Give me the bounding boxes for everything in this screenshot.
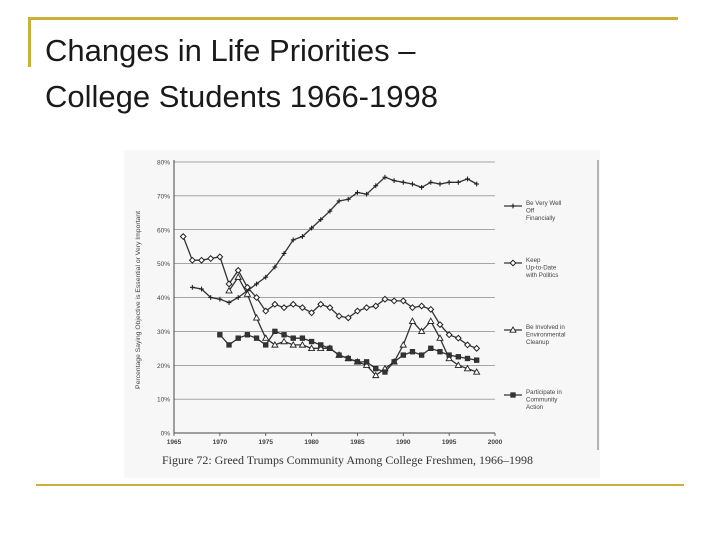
- legend-label-line: with Politics: [526, 271, 559, 279]
- data-point: [227, 343, 232, 348]
- legend-label: [526, 324, 566, 346]
- data-point: [309, 339, 314, 344]
- data-point: [190, 257, 196, 263]
- legend-label-line: Participate in: [526, 389, 562, 396]
- y-tick-labels: [157, 160, 170, 438]
- legend-label-line: Be Involved in: [526, 324, 565, 331]
- x-tick-label: 1985: [350, 439, 365, 446]
- data-point: [190, 285, 195, 290]
- y-tick-label: 70%: [156, 193, 170, 201]
- data-point: [401, 353, 406, 358]
- y-tick-label: 20%: [156, 362, 170, 370]
- line-chart: [124, 150, 600, 450]
- x-tick-label: 1980: [304, 439, 319, 446]
- x-tick-label: 1995: [441, 439, 457, 446]
- data-point: [364, 359, 369, 364]
- legend-label-line: Action: [526, 403, 544, 411]
- data-point: [510, 260, 516, 266]
- data-point: [318, 343, 323, 348]
- footer-accent-rule: [36, 484, 684, 486]
- data-point: [511, 204, 516, 209]
- y-tick-label: 30%: [156, 328, 170, 336]
- data-point: [245, 332, 250, 337]
- data-point: [373, 366, 378, 371]
- x-tick-labels: [167, 439, 503, 446]
- data-point: [465, 177, 470, 182]
- legend-entry: [504, 324, 566, 346]
- slide-title: [45, 28, 685, 120]
- data-point: [392, 178, 397, 183]
- data-point: [300, 336, 305, 341]
- data-point: [199, 257, 205, 263]
- data-point: [282, 332, 287, 337]
- data-point: [391, 298, 397, 304]
- data-point: [437, 335, 443, 340]
- data-point: [419, 303, 425, 309]
- data-point: [254, 315, 260, 320]
- data-point: [281, 339, 287, 344]
- data-point: [392, 359, 397, 364]
- y-tick-label: 80%: [156, 159, 170, 167]
- data-point: [400, 342, 406, 347]
- data-point: [456, 354, 461, 359]
- data-point: [290, 301, 296, 307]
- legend-label-line: Cleanup: [526, 338, 550, 346]
- data-point: [254, 336, 259, 341]
- data-point: [409, 318, 415, 323]
- data-point: [300, 305, 306, 311]
- y-tick-label: 0%: [160, 430, 170, 438]
- data-point: [401, 180, 406, 185]
- x-tick-label: 1990: [396, 439, 411, 446]
- data-point: [511, 393, 516, 398]
- chart-grid: [174, 162, 495, 399]
- y-axis-label: Percentage Saying Objective is Essential or Very Important: [135, 211, 142, 389]
- y-tick-label: 50%: [156, 261, 170, 269]
- legend-label: [526, 389, 562, 411]
- data-point: [364, 305, 370, 311]
- data-point: [465, 356, 470, 361]
- legend-label-line: Be Very Well: [526, 200, 562, 207]
- chart-series: [180, 175, 479, 378]
- y-tick-label: 60%: [156, 227, 170, 235]
- data-point: [428, 318, 434, 323]
- data-point: [438, 182, 443, 187]
- data-point: [410, 182, 415, 187]
- data-point: [328, 346, 333, 351]
- data-point: [438, 349, 443, 354]
- legend-label-line: Community: [526, 396, 558, 404]
- data-point: [428, 180, 433, 185]
- legend-label-line: Financially: [526, 214, 556, 222]
- x-tick-label: 1975: [258, 439, 273, 446]
- slide-title-line-1: Changes in Life Priorities –: [45, 33, 416, 68]
- legend-label-line: Up-to-Date: [526, 264, 557, 272]
- data-point: [263, 343, 268, 348]
- data-point: [474, 358, 479, 363]
- y-tick-label: 40%: [156, 295, 170, 302]
- data-point: [227, 300, 232, 305]
- y-tick-label: 10%: [156, 396, 170, 404]
- legend-entry: [504, 200, 561, 222]
- data-point: [474, 346, 480, 352]
- data-point: [447, 353, 452, 358]
- data-point: [419, 353, 424, 358]
- data-point: [337, 353, 342, 358]
- data-point: [208, 256, 214, 262]
- data-point: [236, 336, 241, 341]
- legend-label-line: Keep: [526, 257, 541, 264]
- data-point: [272, 329, 277, 334]
- x-tick-label: 1965: [166, 439, 182, 446]
- data-point: [263, 335, 269, 340]
- legend-label-line: Off: [526, 207, 535, 215]
- x-tick-label: 2000: [487, 439, 503, 446]
- x-tick-label: 1970: [212, 439, 228, 446]
- data-point: [217, 254, 223, 260]
- data-point: [355, 359, 360, 364]
- data-point: [217, 332, 222, 337]
- legend-entry: [504, 257, 558, 279]
- title-accent-rule-left: [28, 17, 31, 67]
- data-point: [383, 370, 388, 375]
- figure-caption: Figure 72: Greed Trumps Community Among College Freshmen, 1966–1998: [162, 453, 533, 467]
- series-diamond: [180, 234, 479, 351]
- slide-title-line-2: College Students 1966-1998: [45, 79, 438, 114]
- legend-label: [526, 200, 561, 222]
- legend-label-line: Environmental: [526, 331, 566, 339]
- chart-legend: [504, 200, 566, 411]
- legend-label: [525, 257, 558, 279]
- data-point: [180, 234, 186, 240]
- data-point: [281, 305, 287, 311]
- data-point: [456, 180, 461, 185]
- data-point: [428, 307, 434, 313]
- data-point: [291, 336, 296, 341]
- data-point: [410, 349, 415, 354]
- title-accent-rule-top: [28, 17, 678, 20]
- legend-entry: [504, 389, 562, 411]
- data-point: [346, 356, 351, 361]
- data-point: [428, 346, 433, 351]
- data-point: [447, 180, 452, 185]
